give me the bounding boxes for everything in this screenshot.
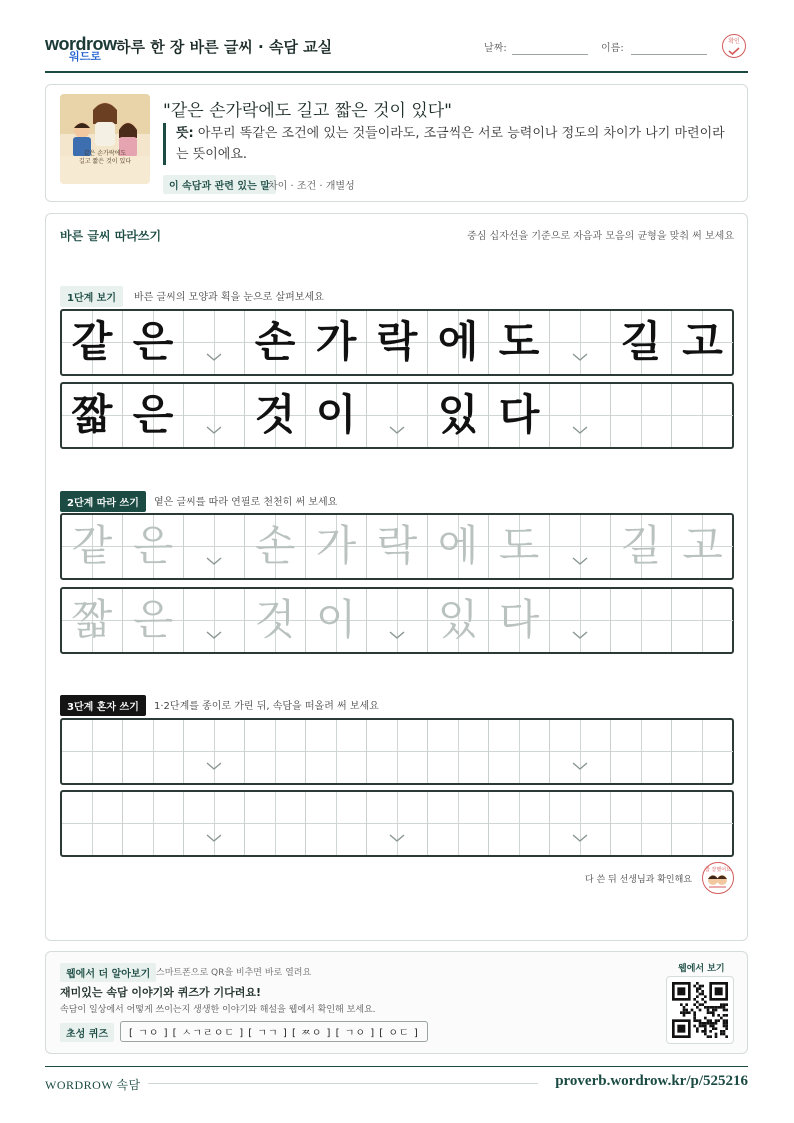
footer-url[interactable]: proverb.wordrow.kr/p/525216 bbox=[555, 1073, 748, 1089]
glyph-char: 고 bbox=[682, 317, 723, 366]
glyph-char: 도 bbox=[498, 521, 540, 570]
glyph-char: 손 bbox=[254, 521, 296, 570]
writing-cell[interactable] bbox=[611, 720, 672, 783]
date-label: 날짜: bbox=[484, 43, 507, 54]
writing-cell[interactable] bbox=[611, 589, 672, 652]
writing-cell bbox=[184, 311, 245, 374]
web-more-headline: 재미있는 속담 이야기와 퀴즈가 기다려요! bbox=[60, 986, 261, 999]
glyph-char: 락 bbox=[376, 317, 418, 366]
space-mark-icon bbox=[206, 424, 222, 436]
practice-hint: 중심 십자선을 기준으로 자음과 모음의 균형을 맞춰 써 보세요 bbox=[467, 231, 734, 242]
space-mark-icon bbox=[206, 351, 222, 363]
glyph-char: 손 bbox=[254, 317, 296, 366]
writing-cell[interactable] bbox=[489, 515, 550, 578]
writing-cell[interactable] bbox=[306, 515, 367, 578]
writing-cell[interactable] bbox=[550, 515, 611, 578]
glyph-char: 짧 bbox=[71, 390, 113, 439]
writing-cell[interactable] bbox=[550, 589, 611, 652]
practice-title: 바른 글씨 따라쓰기 bbox=[60, 229, 162, 243]
glyph-char: 에 bbox=[437, 521, 479, 570]
writing-cell[interactable] bbox=[367, 792, 428, 855]
glyph-char: 같 bbox=[71, 521, 113, 570]
check-stamp-icon bbox=[722, 34, 746, 58]
glyph-char: 은 bbox=[132, 390, 174, 439]
writing-cell bbox=[62, 384, 123, 447]
good-job-stamp-icon bbox=[702, 862, 734, 894]
writing-cell[interactable] bbox=[62, 515, 123, 578]
writing-cell[interactable] bbox=[245, 720, 306, 783]
glyph-char: 은 bbox=[132, 595, 174, 644]
glyph-char: 락 bbox=[376, 521, 418, 570]
writing-cell[interactable] bbox=[428, 515, 489, 578]
writing-cell[interactable] bbox=[184, 720, 245, 783]
glyph-char: 길 bbox=[620, 317, 662, 366]
writing-cell bbox=[428, 384, 489, 447]
space-mark-icon bbox=[206, 555, 222, 567]
date-field[interactable] bbox=[512, 54, 588, 55]
writing-cell[interactable] bbox=[489, 792, 550, 855]
glyph-char: 가 bbox=[315, 317, 357, 366]
writing-cell bbox=[367, 311, 428, 374]
space-mark-icon bbox=[572, 351, 588, 363]
qr-code[interactable] bbox=[666, 976, 734, 1044]
chosung-quiz-label: 초성 퀴즈 bbox=[60, 1023, 114, 1042]
writing-cell[interactable] bbox=[611, 515, 672, 578]
glyph-char: 있 bbox=[437, 595, 479, 644]
writing-cell bbox=[550, 384, 611, 447]
writing-cell[interactable] bbox=[672, 720, 733, 783]
writing-cell bbox=[367, 384, 428, 447]
writing-cell bbox=[489, 311, 550, 374]
step3-label: 3단계 혼자 쓰기 bbox=[60, 695, 146, 716]
name-label: 이름: bbox=[601, 43, 624, 54]
step2-row2[interactable] bbox=[60, 587, 734, 654]
glyph-char: 다 bbox=[498, 390, 540, 439]
writing-cell[interactable] bbox=[428, 589, 489, 652]
space-mark-icon bbox=[572, 629, 588, 641]
writing-cell[interactable] bbox=[306, 720, 367, 783]
glyph-char: 짧 bbox=[71, 595, 113, 644]
writing-cell bbox=[672, 311, 733, 374]
writing-cell[interactable] bbox=[184, 792, 245, 855]
writing-cell bbox=[672, 384, 733, 447]
writing-cell[interactable] bbox=[306, 589, 367, 652]
glyph-char: 같 bbox=[71, 317, 113, 366]
writing-cell[interactable] bbox=[367, 515, 428, 578]
writing-cell[interactable] bbox=[489, 720, 550, 783]
writing-cell bbox=[489, 384, 550, 447]
step3-desc: 1·2단계를 종이로 가린 뒤, 속담을 떠올려 써 보세요 bbox=[154, 701, 379, 712]
step3-row2[interactable] bbox=[60, 790, 734, 857]
step3-row1[interactable] bbox=[60, 718, 734, 785]
writing-cell[interactable] bbox=[672, 515, 733, 578]
proverb-meaning bbox=[163, 123, 733, 165]
glyph-char: 도 bbox=[498, 317, 540, 366]
step2-label: 2단계 따라 쓰기 bbox=[60, 491, 146, 512]
writing-cell[interactable] bbox=[123, 792, 184, 855]
step1-label: 1단계 보기 bbox=[60, 286, 123, 307]
writing-cell[interactable] bbox=[123, 589, 184, 652]
wordrow-logo bbox=[45, 34, 117, 63]
meaning-text: 아무리 똑같은 조건에 있는 것들이라도, 조금씩은 서로 능력이나 정도의 차이가 나기 마련이라는 뜻이에요. bbox=[176, 126, 725, 162]
header-rule bbox=[45, 71, 748, 73]
checkmark-icon bbox=[728, 47, 740, 55]
space-mark-icon bbox=[206, 760, 222, 772]
qr-code-icon bbox=[672, 982, 728, 1038]
logo-sub: 워드로 bbox=[69, 51, 101, 63]
step1-row1 bbox=[60, 309, 734, 376]
writing-cell bbox=[306, 384, 367, 447]
writing-cell bbox=[62, 311, 123, 374]
writing-cell[interactable] bbox=[306, 792, 367, 855]
space-mark-icon bbox=[206, 629, 222, 641]
writing-cell[interactable] bbox=[245, 515, 306, 578]
teacher-check-text: 다 쓴 뒤 선생님과 확인해요 bbox=[584, 875, 692, 885]
space-mark-icon bbox=[389, 424, 405, 436]
writing-cell[interactable] bbox=[184, 589, 245, 652]
writing-cell[interactable] bbox=[184, 515, 245, 578]
writing-cell bbox=[184, 384, 245, 447]
glyph-char: 은 bbox=[132, 521, 174, 570]
writing-cell bbox=[550, 311, 611, 374]
writing-cell[interactable] bbox=[611, 792, 672, 855]
writing-cell[interactable] bbox=[672, 589, 733, 652]
related-words: 차이 · 조건 · 개별성 bbox=[268, 181, 355, 192]
writing-cell bbox=[611, 384, 672, 447]
related-words-label: 이 속담과 관련 있는 말 bbox=[163, 175, 276, 194]
glyph-char: 에 bbox=[437, 317, 479, 366]
image-caption-line2: 길고 짧은 것이 있다 bbox=[78, 158, 132, 165]
step1-row2 bbox=[60, 382, 734, 449]
writing-cell[interactable] bbox=[62, 720, 123, 783]
good-job-stamp-text: 참 잘했어요 bbox=[705, 867, 731, 873]
space-mark-icon bbox=[389, 832, 405, 844]
glyph-char: 고 bbox=[682, 521, 723, 570]
glyph-char: 다 bbox=[498, 595, 540, 644]
space-mark-icon bbox=[206, 832, 222, 844]
footer-divider bbox=[148, 1083, 538, 1084]
writing-cell[interactable] bbox=[428, 792, 489, 855]
step2-row1[interactable] bbox=[60, 513, 734, 580]
glyph-char: 길 bbox=[620, 521, 662, 570]
writing-cell[interactable] bbox=[550, 720, 611, 783]
glyph-char: 있 bbox=[437, 390, 479, 439]
meaning-label: 뜻: bbox=[176, 126, 194, 141]
worksheet-title: 하루 한 장 바른 글씨 · 속담 교실 bbox=[116, 38, 333, 56]
glyph-char: 이 bbox=[315, 390, 357, 439]
glyph-char: 이 bbox=[315, 595, 357, 644]
writing-cell[interactable] bbox=[123, 720, 184, 783]
qr-hint: 스마트폰으로 QR을 비추면 바로 열려요 bbox=[156, 968, 312, 978]
writing-cell bbox=[611, 311, 672, 374]
space-mark-icon bbox=[389, 629, 405, 641]
writing-cell bbox=[123, 311, 184, 374]
web-more-desc: 속담이 일상에서 어떻게 쓰이는지 생생한 이야기와 해설을 웹에서 확인해 보세요. bbox=[60, 1005, 376, 1015]
step2-desc: 옅은 글씨를 따라 연필로 천천히 써 보세요 bbox=[154, 497, 338, 508]
web-more-label: 웹에서 더 알아보기 bbox=[60, 963, 156, 982]
writing-cell[interactable] bbox=[245, 792, 306, 855]
footer-brand: WORDROW 속담 bbox=[45, 1078, 141, 1092]
glyph-char: 가 bbox=[315, 521, 357, 570]
space-mark-icon bbox=[572, 760, 588, 772]
writing-cell[interactable] bbox=[123, 515, 184, 578]
writing-cell[interactable] bbox=[489, 589, 550, 652]
writing-cell[interactable] bbox=[672, 792, 733, 855]
writing-cell bbox=[245, 384, 306, 447]
glyph-char: 은 bbox=[132, 317, 174, 366]
glyph-char: 것 bbox=[254, 595, 296, 644]
proverb-illustration bbox=[60, 94, 150, 184]
writing-cell[interactable] bbox=[428, 720, 489, 783]
chosung-quiz: [ ㄱㅇ ] [ ㅅㄱㄹㅇㄷ ] [ ㄱㄱ ] [ ㅉㅇ ] [ ㄱㅇ ] [ ㅇㄷ ] bbox=[120, 1021, 428, 1042]
logo-word: wordrow bbox=[45, 34, 117, 54]
footer-rule bbox=[45, 1066, 748, 1067]
proverb-quote: "같은 손가락에도 길고 짧은 것이 있다" bbox=[163, 101, 452, 121]
children-face-icon bbox=[703, 863, 732, 892]
space-mark-icon bbox=[572, 555, 588, 567]
writing-cell[interactable] bbox=[62, 589, 123, 652]
writing-cell[interactable] bbox=[62, 792, 123, 855]
writing-cell bbox=[123, 384, 184, 447]
space-mark-icon bbox=[572, 832, 588, 844]
writing-cell[interactable] bbox=[367, 589, 428, 652]
web-view-label: 웹에서 보기 bbox=[678, 964, 725, 974]
space-mark-icon bbox=[572, 424, 588, 436]
check-stamp-text: 확인 bbox=[728, 38, 740, 45]
glyph-char: 것 bbox=[254, 390, 296, 439]
writing-cell bbox=[306, 311, 367, 374]
name-field[interactable] bbox=[631, 54, 707, 55]
step1-desc: 바른 글씨의 모양과 획을 눈으로 살펴보세요 bbox=[134, 292, 324, 303]
writing-cell[interactable] bbox=[367, 720, 428, 783]
writing-cell bbox=[428, 311, 489, 374]
writing-cell[interactable] bbox=[550, 792, 611, 855]
writing-cell[interactable] bbox=[245, 589, 306, 652]
writing-cell bbox=[245, 311, 306, 374]
image-caption-line1: 같은 손가락에도 bbox=[83, 150, 127, 157]
